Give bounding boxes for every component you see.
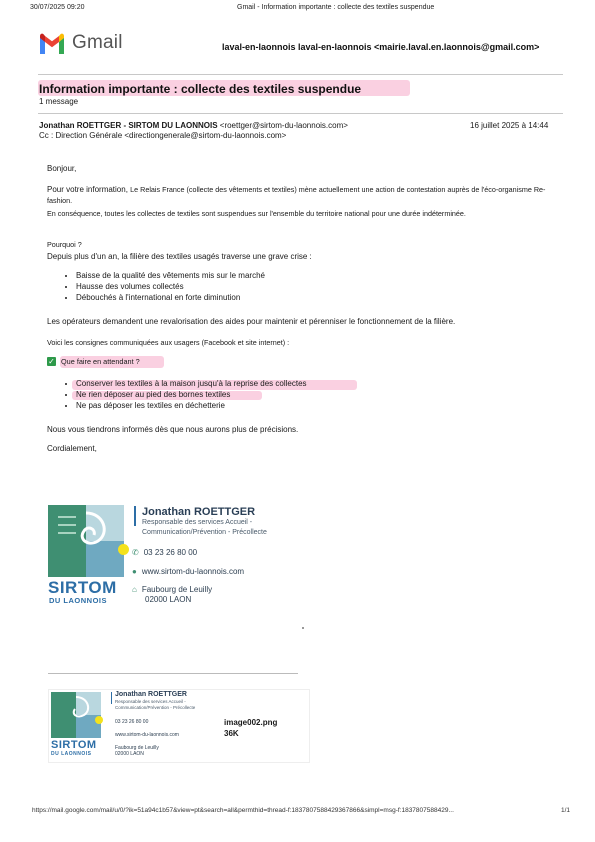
list-item: • Ne rien déposer au pied des bornes textiles (76, 390, 540, 401)
why-title: Pourquoi ? (47, 240, 82, 249)
print-datetime: 30/07/2025 09:20 (30, 4, 85, 11)
thumb-logo-text: SIRTOM (51, 739, 97, 751)
thumb-role-2: Communication/Prévention - Précollecte (115, 705, 196, 710)
sender (39, 121, 348, 130)
gmail-wordmark: Gmail (72, 32, 123, 53)
account-label: laval-en-laonnois laval-en-laonnois <mairie.laval.en.laonnois@gmail.com> (222, 42, 540, 52)
print-page-number: 1/1 (561, 807, 571, 814)
sirtom-logo-subtext: DU LAONNOIS (49, 596, 107, 605)
sender-email[interactable]: <roettger@sirtom-du-laonnois.com> (219, 121, 348, 130)
marker-dot (118, 544, 129, 555)
operators-paragraph: Les opérateurs demandent une revalorisation des aides pour maintenir et pérenniser le fonctionnement de la filière. (47, 317, 456, 326)
signature-bar (134, 506, 136, 526)
sirtom-spiral-icon (48, 505, 124, 577)
paragraph-info (47, 184, 547, 206)
scan-speck (302, 627, 304, 629)
paragraph-consequence: En conséquence, toutes les collectes de textiles sont suspendues sur l'ensemble du territoire national pour une durée indéterminée. (47, 209, 466, 218)
signature-phone[interactable]: ✆ 03 23 26 80 00 (132, 548, 198, 557)
thumb-address-1: Faubourg de Leuilly (115, 745, 159, 751)
paragraph-info-text: Le Relais France (collecte des vêtements et textiles) mène actuellement une action de contestation auprès de l'éco-organisme Re-fashion. (47, 185, 546, 205)
actions-list (60, 379, 540, 411)
header-divider (38, 74, 563, 75)
email-cc: Cc : Direction Générale <directiongenerale@sirtom-du-laonnois.com> (39, 131, 287, 140)
phone-icon: ✆ (132, 548, 139, 557)
attachment-filename[interactable]: image002.png (224, 718, 278, 727)
signature-website[interactable]: ● www.sirtom-du-laonnois.com (132, 567, 245, 576)
attachment-size: 36K (224, 729, 239, 738)
email-subject: Information importante : collecte des textiles suspendue (39, 82, 362, 96)
list-item: • Hausse des volumes collectés (76, 282, 540, 293)
print-title: Gmail - Information importante : collecte des textiles suspendue (237, 4, 435, 11)
list-item: • Ne pas déposer les textiles en déchetterie (76, 401, 540, 412)
closing: Cordialement, (47, 444, 97, 453)
gmail-m-icon (38, 33, 66, 54)
sender-name: Jonathan ROETTGER - SIRTOM DU LAONNOIS (39, 121, 218, 130)
signature-role-1: Responsable des services Accueil - (142, 519, 253, 526)
why-text: Depuis plus d'un an, la filière des textiles usagés traverse une grave crise : (47, 252, 312, 261)
home-icon: ⌂ (132, 585, 137, 594)
check-mark-icon: ✓ (48, 357, 55, 366)
thumb-role-1: Responsable des services Accueil - (115, 699, 186, 704)
greeting: Bonjour, (47, 164, 77, 173)
attachment-divider (48, 673, 298, 674)
sirtom-logo-graphic (48, 505, 124, 577)
what-title: Que faire en attendant ? (61, 357, 140, 366)
paragraph-info-lead: Pour votre information, (47, 185, 131, 194)
print-url: https://mail.google.com/mail/u/0/?ik=51a94c1b57&view=pt&search=all&permthid=thread-f:1837807588429367866&simpl=msg-f:1837807588429... (32, 807, 454, 814)
informed-paragraph: Nous vous tiendrons informés dès que nous aurons plus de précisions. (47, 425, 299, 434)
email-date: 16 juillet 2025 à 14:44 (470, 121, 549, 130)
sirtom-spiral-icon (51, 692, 101, 738)
thumb-website: www.sirtom-du-laonnois.com (115, 732, 179, 738)
list-item: • Conserver les textiles à la maison jusqu'à la reprise des collectes (76, 379, 540, 390)
globe-icon: ● (132, 567, 137, 576)
subject-divider (38, 113, 563, 114)
thumb-name: Jonathan ROETTGER (115, 691, 187, 698)
gmail-logo[interactable] (38, 32, 123, 54)
instructions-text: Voici les consignes communiquées aux usagers (Facebook et site internet) : (47, 338, 290, 347)
marker-dot (95, 716, 103, 724)
message-count: 1 message (39, 97, 79, 106)
thumb-phone: 03 23 26 80 00 (115, 719, 149, 725)
signature-address-city: 02000 LAON (145, 595, 192, 604)
thumb-address-2: 02000 LAON (115, 751, 144, 757)
thumb-signature-bar (111, 692, 112, 704)
sirtom-logo-text: SIRTOM (48, 578, 117, 597)
reasons-list (60, 271, 540, 303)
thumb-logo-subtext: DU LAONNOIS (51, 751, 92, 757)
signature-name: Jonathan ROETTGER (142, 506, 256, 518)
list-item: • Débouchés à l'international en forte diminution (76, 293, 540, 304)
what-title-row (47, 357, 140, 366)
list-item: • Baisse de la qualité des vêtements mis sur le marché (76, 271, 540, 282)
signature-role-2: Communication/Prévention - Précollecte (142, 529, 267, 536)
signature-address: ⌂ Faubourg de Leuilly (132, 585, 213, 594)
